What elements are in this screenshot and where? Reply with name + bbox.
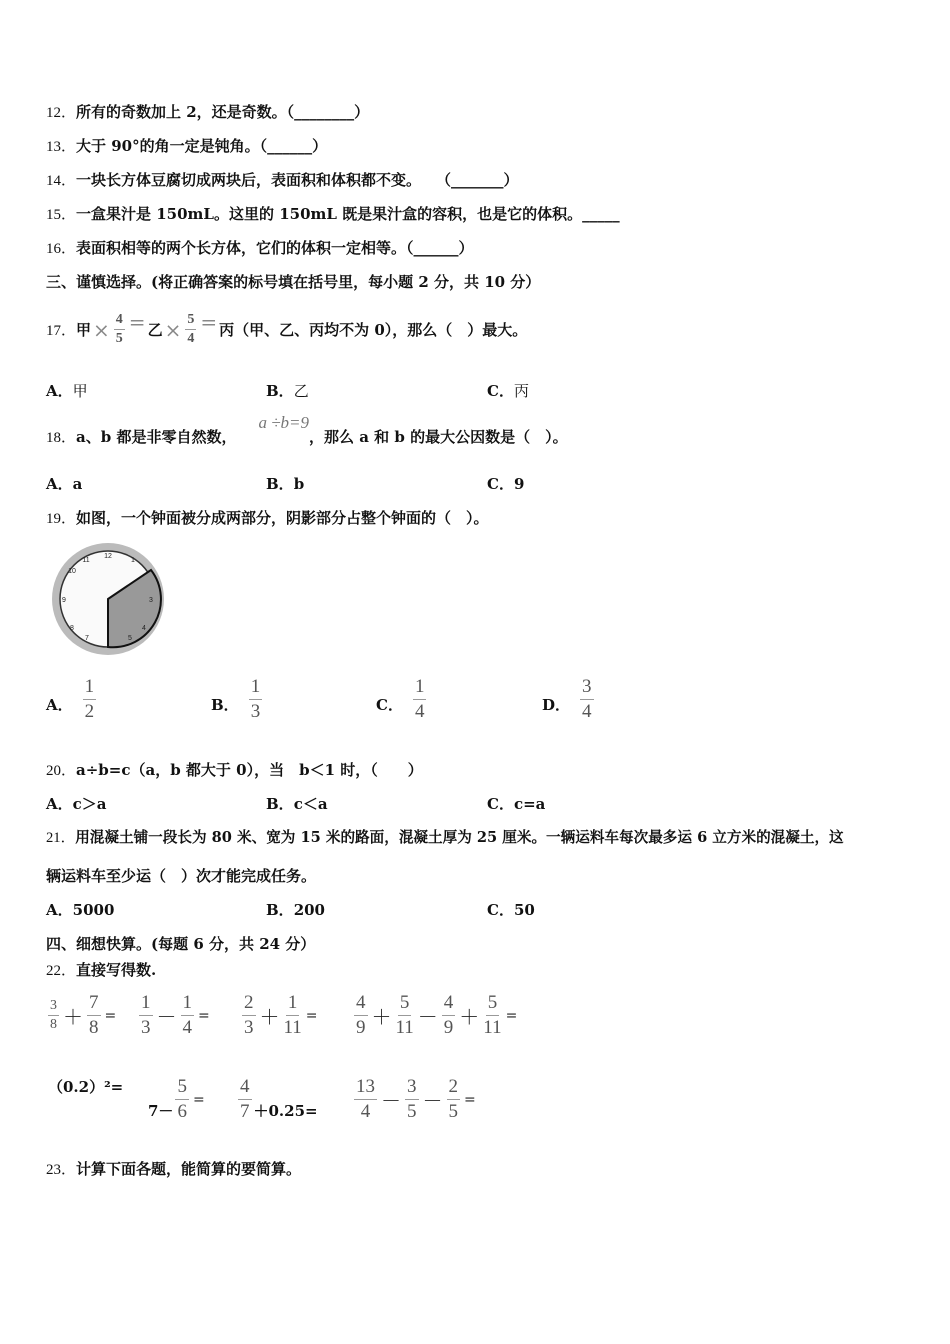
numerator: 1 — [181, 992, 195, 1016]
option-text: c＜a — [293, 795, 328, 813]
denominator: 4 — [187, 331, 195, 346]
denominator: 2 — [84, 701, 95, 722]
fraction — [87, 992, 101, 1039]
fraction — [181, 992, 195, 1039]
numerator: 2 — [242, 992, 256, 1016]
option-label: C． — [487, 901, 514, 919]
question-15 — [46, 204, 620, 225]
numerator: 4 — [442, 992, 456, 1016]
q-text: 表面积相等的两个长方体，它们的体积一定相等。（______） — [76, 239, 474, 257]
q21-option-b — [266, 900, 325, 920]
question-16 — [46, 238, 474, 259]
fraction — [284, 992, 302, 1039]
fraction — [175, 1076, 189, 1123]
q18-option-c — [487, 474, 524, 494]
option-label: B． — [211, 696, 239, 714]
numerator: 1 — [83, 676, 97, 700]
q21-option-c — [487, 900, 535, 920]
denominator: 6 — [177, 1101, 187, 1122]
q-text: 如图，一个钟面被分成两部分，阴影部分占整个钟面的（ ）。 — [76, 509, 489, 527]
denominator: 5 — [115, 331, 123, 346]
fraction — [185, 312, 196, 347]
numerator: 3 — [405, 1076, 419, 1100]
numerator: 4 — [354, 992, 368, 1016]
q19-option — [46, 676, 98, 723]
option-label: B． — [266, 475, 294, 493]
numerator: 7 — [87, 992, 101, 1016]
denominator: 3 — [141, 1017, 151, 1038]
equals-sign: = — [305, 1007, 318, 1024]
denominator: 4 — [182, 1017, 192, 1038]
denominator: 5 — [448, 1101, 458, 1122]
option-label: A． — [46, 795, 73, 813]
times-sign: × — [164, 317, 182, 342]
denominator: 3 — [250, 701, 261, 722]
option-text: b — [293, 475, 305, 493]
operator: － — [156, 1005, 177, 1029]
svg-text:10: 10 — [68, 568, 76, 575]
fraction — [413, 676, 427, 723]
operator: － — [417, 1005, 438, 1029]
question-19 — [46, 508, 489, 529]
question-12 — [46, 102, 369, 123]
q17-option-a — [46, 381, 88, 401]
denominator: 4 — [582, 701, 592, 722]
fraction — [483, 992, 501, 1039]
math-expression — [236, 1076, 318, 1123]
q-text: a、b 都是非零自然数， — [76, 428, 237, 446]
option-text: 50 — [513, 901, 535, 919]
option-text: 丙 — [513, 382, 529, 400]
numerator: 4 — [238, 1076, 252, 1100]
numerator: 4 — [114, 312, 125, 330]
q-number: 18． — [46, 430, 77, 446]
numerator: 3 — [580, 676, 594, 700]
expression-text: 7－ — [148, 1102, 174, 1120]
fraction — [354, 1076, 377, 1123]
q-text: 大于 90°的角一定是钝角。（______） — [76, 137, 328, 155]
operator: ＋ — [459, 1005, 480, 1029]
option-text: 5000 — [72, 901, 115, 919]
q18-option-a — [46, 474, 82, 494]
option-label: D． — [542, 696, 571, 714]
q19-option — [542, 676, 596, 723]
option-label: B． — [266, 795, 294, 813]
section-3-heading: 三、谨慎选择。(将正确答案的标号填在括号里，每小题 2 分，共 10 分） — [46, 273, 541, 291]
operator: － — [422, 1089, 443, 1113]
option-label: A． — [46, 382, 73, 400]
numerator: 2 — [447, 1076, 461, 1100]
q-text: 一块长方体豆腐切成两块后，表面积和体积都不变。 （_______） — [76, 171, 519, 189]
q-number: 12． — [46, 105, 77, 121]
option-label: C． — [487, 795, 514, 813]
option-label: B． — [266, 901, 294, 919]
expression-text: （0.2）²= — [48, 1078, 124, 1096]
fraction — [139, 992, 153, 1039]
fraction — [238, 1076, 252, 1123]
numerator: 1 — [413, 676, 427, 700]
q-number: 19． — [46, 511, 77, 527]
denominator: 11 — [395, 1017, 414, 1038]
fraction — [242, 992, 256, 1039]
denominator: 7 — [240, 1101, 250, 1122]
q-text: ，那么 a 和 b 的最大公因数是（ ）。 — [309, 428, 568, 446]
equals-sign: = — [192, 1091, 205, 1108]
denominator: 8 — [50, 1017, 57, 1032]
denominator: 11 — [483, 1017, 502, 1038]
numerator: 1 — [249, 676, 263, 700]
q-number: 20． — [46, 763, 77, 779]
option-label: A． — [46, 901, 73, 919]
option-text: a — [72, 475, 83, 493]
q20-option-c — [487, 794, 545, 814]
q-text: 丙（甲、乙、丙均不为 0），那么（ ）最大。 — [219, 321, 528, 339]
fraction — [249, 676, 263, 723]
q20-option-b — [266, 794, 328, 814]
fraction — [114, 312, 125, 347]
denominator: 5 — [407, 1101, 417, 1122]
question-17 — [46, 309, 528, 347]
math-expression — [46, 992, 118, 1039]
numerator: 5 — [486, 992, 500, 1016]
svg-text:5: 5 — [128, 635, 132, 642]
denominator: 8 — [89, 1017, 99, 1038]
q-number: 16． — [46, 241, 77, 257]
equals-sign: = — [128, 309, 146, 334]
times-sign: × — [93, 317, 110, 342]
svg-text:3: 3 — [149, 597, 153, 604]
numerator: 5 — [398, 992, 412, 1016]
option-text: 200 — [293, 901, 325, 919]
svg-text:7: 7 — [85, 635, 89, 642]
q21-option-a — [46, 900, 114, 920]
q17-option-c — [487, 381, 529, 401]
denominator: 4 — [414, 701, 425, 722]
equals-sign: = — [505, 1007, 518, 1024]
q17-option-b — [266, 381, 309, 401]
numerator: 5 — [175, 1076, 189, 1100]
fraction — [83, 676, 97, 723]
section-4-heading: 四、细想快算。(每题 6 分，共 24 分） — [46, 935, 316, 953]
q-text: 一盒果汁是 150mL。这里的 150mL 既是果汁盒的容积，也是它的体积。_____ — [76, 205, 620, 223]
operator: ＋ — [259, 1005, 280, 1029]
q19-option — [376, 676, 428, 723]
question-21 — [46, 828, 844, 848]
q-number: 22． — [46, 963, 77, 979]
q-number: 23． — [46, 1162, 77, 1178]
q19-option — [211, 676, 264, 723]
denominator: 4 — [360, 1101, 371, 1122]
option-text: c＞a — [72, 795, 107, 813]
denominator: 3 — [244, 1017, 254, 1038]
numerator: 13 — [354, 1076, 377, 1100]
operator: ＋ — [63, 1005, 83, 1029]
fraction — [580, 676, 594, 723]
svg-text:8: 8 — [70, 625, 74, 632]
q-number: 14． — [46, 173, 77, 189]
question-14 — [46, 170, 519, 191]
q-number: 17． — [46, 323, 77, 339]
option-label: C． — [487, 382, 514, 400]
q-text: 直接写得数. — [76, 961, 157, 979]
math-expression — [48, 1076, 123, 1099]
svg-text:4: 4 — [142, 625, 146, 632]
question-13 — [46, 136, 327, 157]
numerator: 1 — [139, 992, 153, 1016]
q-text: 甲 — [76, 321, 92, 339]
numerator: 1 — [286, 992, 300, 1016]
numerator: 3 — [48, 998, 59, 1016]
option-text: 甲 — [72, 382, 88, 400]
option-label: B． — [266, 382, 294, 400]
option-text: c=a — [513, 795, 546, 813]
q18-option-b — [266, 474, 304, 494]
clock-figure — [50, 542, 168, 658]
option-label: A． — [46, 475, 73, 493]
expression-text: ＋0.25= — [253, 1102, 318, 1120]
formula: a ÷b=9 — [258, 413, 310, 432]
option-label: A． — [46, 696, 73, 714]
question-20 — [46, 760, 423, 781]
denominator: 9 — [443, 1017, 454, 1038]
option-label: C． — [487, 475, 514, 493]
fraction — [396, 992, 414, 1039]
q-number: 21． — [46, 830, 76, 846]
math-expression — [148, 1076, 207, 1123]
equals-sign: = — [200, 309, 218, 334]
q20-option-a — [46, 794, 107, 814]
fraction — [405, 1076, 419, 1123]
fraction — [354, 992, 368, 1039]
q-number: 13． — [46, 139, 77, 155]
math-expression — [352, 992, 519, 1039]
q-text: 用混凝土铺一段长为 80 米、宽为 15 米的路面，混凝土厚为 25 厘米。一辆运料车每次最多运 6 立方米的混凝土，这 — [75, 829, 844, 846]
option-label: C． — [376, 696, 403, 714]
operator: － — [381, 1089, 401, 1113]
svg-text:9: 9 — [62, 597, 66, 604]
math-expression — [137, 992, 212, 1039]
equals-sign: = — [464, 1091, 476, 1108]
q-text: 计算下面各题，能简算的要简算。 — [76, 1160, 302, 1178]
q-text: 所有的奇数加上 2，还是奇数。（________） — [76, 103, 370, 121]
denominator: 9 — [356, 1017, 366, 1038]
denominator: 11 — [283, 1017, 302, 1038]
svg-text:12: 12 — [104, 553, 112, 560]
fraction — [442, 992, 456, 1039]
question-23 — [46, 1159, 301, 1180]
equals-sign: = — [198, 1007, 210, 1024]
svg-text:11: 11 — [82, 557, 90, 564]
option-text: 乙 — [293, 382, 309, 400]
math-expression — [352, 1076, 478, 1123]
numerator: 5 — [185, 312, 196, 330]
equals-sign: = — [104, 1007, 117, 1024]
fraction — [48, 998, 59, 1033]
question-22 — [46, 960, 156, 981]
question-21-line2: 辆运料车至少运（ ）次才能完成任务。 — [46, 867, 317, 885]
q-text: 乙 — [147, 321, 163, 339]
svg-text:1: 1 — [131, 557, 135, 564]
q-number: 15． — [46, 207, 77, 223]
q-text: a÷b=c（a，b 都大于 0），当 b＜1 时，（ ） — [76, 761, 423, 779]
operator: ＋ — [371, 1005, 392, 1029]
fraction — [447, 1076, 461, 1123]
question-18 — [46, 413, 568, 448]
math-expression — [240, 992, 320, 1039]
option-text: 9 — [513, 475, 525, 493]
